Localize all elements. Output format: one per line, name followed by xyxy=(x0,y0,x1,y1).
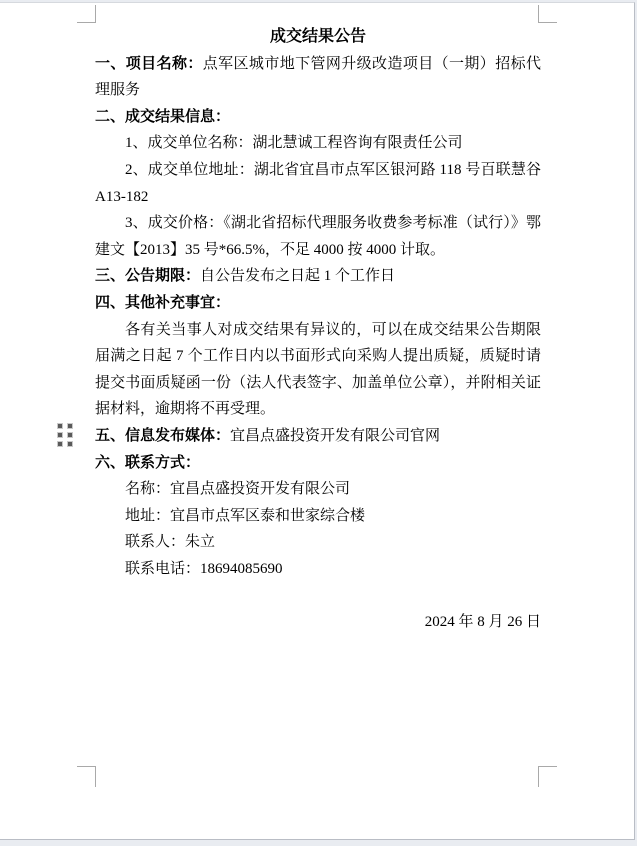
paragraph-text: 2、成交单位地址：湖北省宜昌市点军区银河路 118 号百联慧谷A13-182 xyxy=(95,161,541,205)
paragraph-project-name[interactable] xyxy=(95,51,541,104)
paragraph-label: 五、信息发布媒体： xyxy=(95,427,231,444)
paragraph-publish-media[interactable] xyxy=(95,423,541,450)
paragraph-text: 联系电话：18694085690 xyxy=(125,560,283,577)
paragraph-winner-address[interactable] xyxy=(95,157,541,210)
paragraph-text: 自公告发布之日起 1 个工作日 xyxy=(200,268,396,285)
paragraph-text: 3、成交价格：《湖北省招标代理服务收费参考标准（试行）》鄂建文【2013】35 号*66.5%，不足 4000 按 4000 计取。 xyxy=(95,215,541,258)
margin-crop-mark-bottom-right xyxy=(538,766,557,787)
drag-handle-icon[interactable] xyxy=(58,424,72,446)
paragraph-objection-procedure[interactable] xyxy=(95,317,541,423)
paragraph-text: 联系人：朱立 xyxy=(125,534,216,551)
document-content xyxy=(95,24,541,636)
paragraph-winner-name[interactable] xyxy=(95,130,541,157)
paragraph-text: 地址：宜昌市点军区泰和世家综合楼 xyxy=(125,507,366,524)
paragraph-label: 一、项目名称： xyxy=(95,55,203,72)
paragraph-contact-name[interactable] xyxy=(95,476,541,503)
margin-crop-mark-top-left xyxy=(77,5,96,23)
date-text: 2024 年 8 月 26 日 xyxy=(424,614,541,631)
paragraph-contact-address[interactable] xyxy=(95,503,541,530)
paragraph-contact-person[interactable] xyxy=(95,529,541,556)
paragraph-contact-heading[interactable] xyxy=(95,450,541,477)
paragraph-label: 六、联系方式： xyxy=(95,454,201,471)
paragraph-contact-phone[interactable] xyxy=(95,556,541,583)
paragraph-text: 宜昌点盛投资开发有限公司官网 xyxy=(230,427,441,444)
paragraph-text: 点军区城市地下管网升级改造项目（一期）招标代理服务 xyxy=(95,55,541,99)
paragraph-other-matters-heading[interactable] xyxy=(95,290,541,317)
paragraph-label: 二、成交结果信息： xyxy=(95,108,231,125)
paragraph-result-info-heading[interactable] xyxy=(95,104,541,131)
paragraph-announcement-period[interactable] xyxy=(95,263,541,290)
margin-crop-mark-bottom-left xyxy=(77,766,96,787)
paragraph-deal-price[interactable] xyxy=(95,210,541,263)
paragraph-label: 四、其他补充事宜： xyxy=(95,294,231,311)
paragraph-text: 名称：宜昌点盛投资开发有限公司 xyxy=(125,481,351,498)
document-title: 成交结果公告 xyxy=(269,28,366,45)
document-date[interactable] xyxy=(95,609,541,636)
margin-crop-mark-top-right xyxy=(538,5,557,23)
paragraph-text: 各有关当事人对成交结果有异议的，可以在成交结果公告期限届满之日起 7 个工作日内以书面形式向采购人提出质疑，质疑时请提交书面质疑函一份（法人代表签字、加盖单位公章），并附相关证据材料，逾期将不再受理。 xyxy=(95,321,541,418)
paragraph-text: 1、成交单位名称：湖北慧诚工程咨询有限责任公司 xyxy=(125,135,463,152)
paragraph-label: 三、公告期限： xyxy=(95,268,201,285)
